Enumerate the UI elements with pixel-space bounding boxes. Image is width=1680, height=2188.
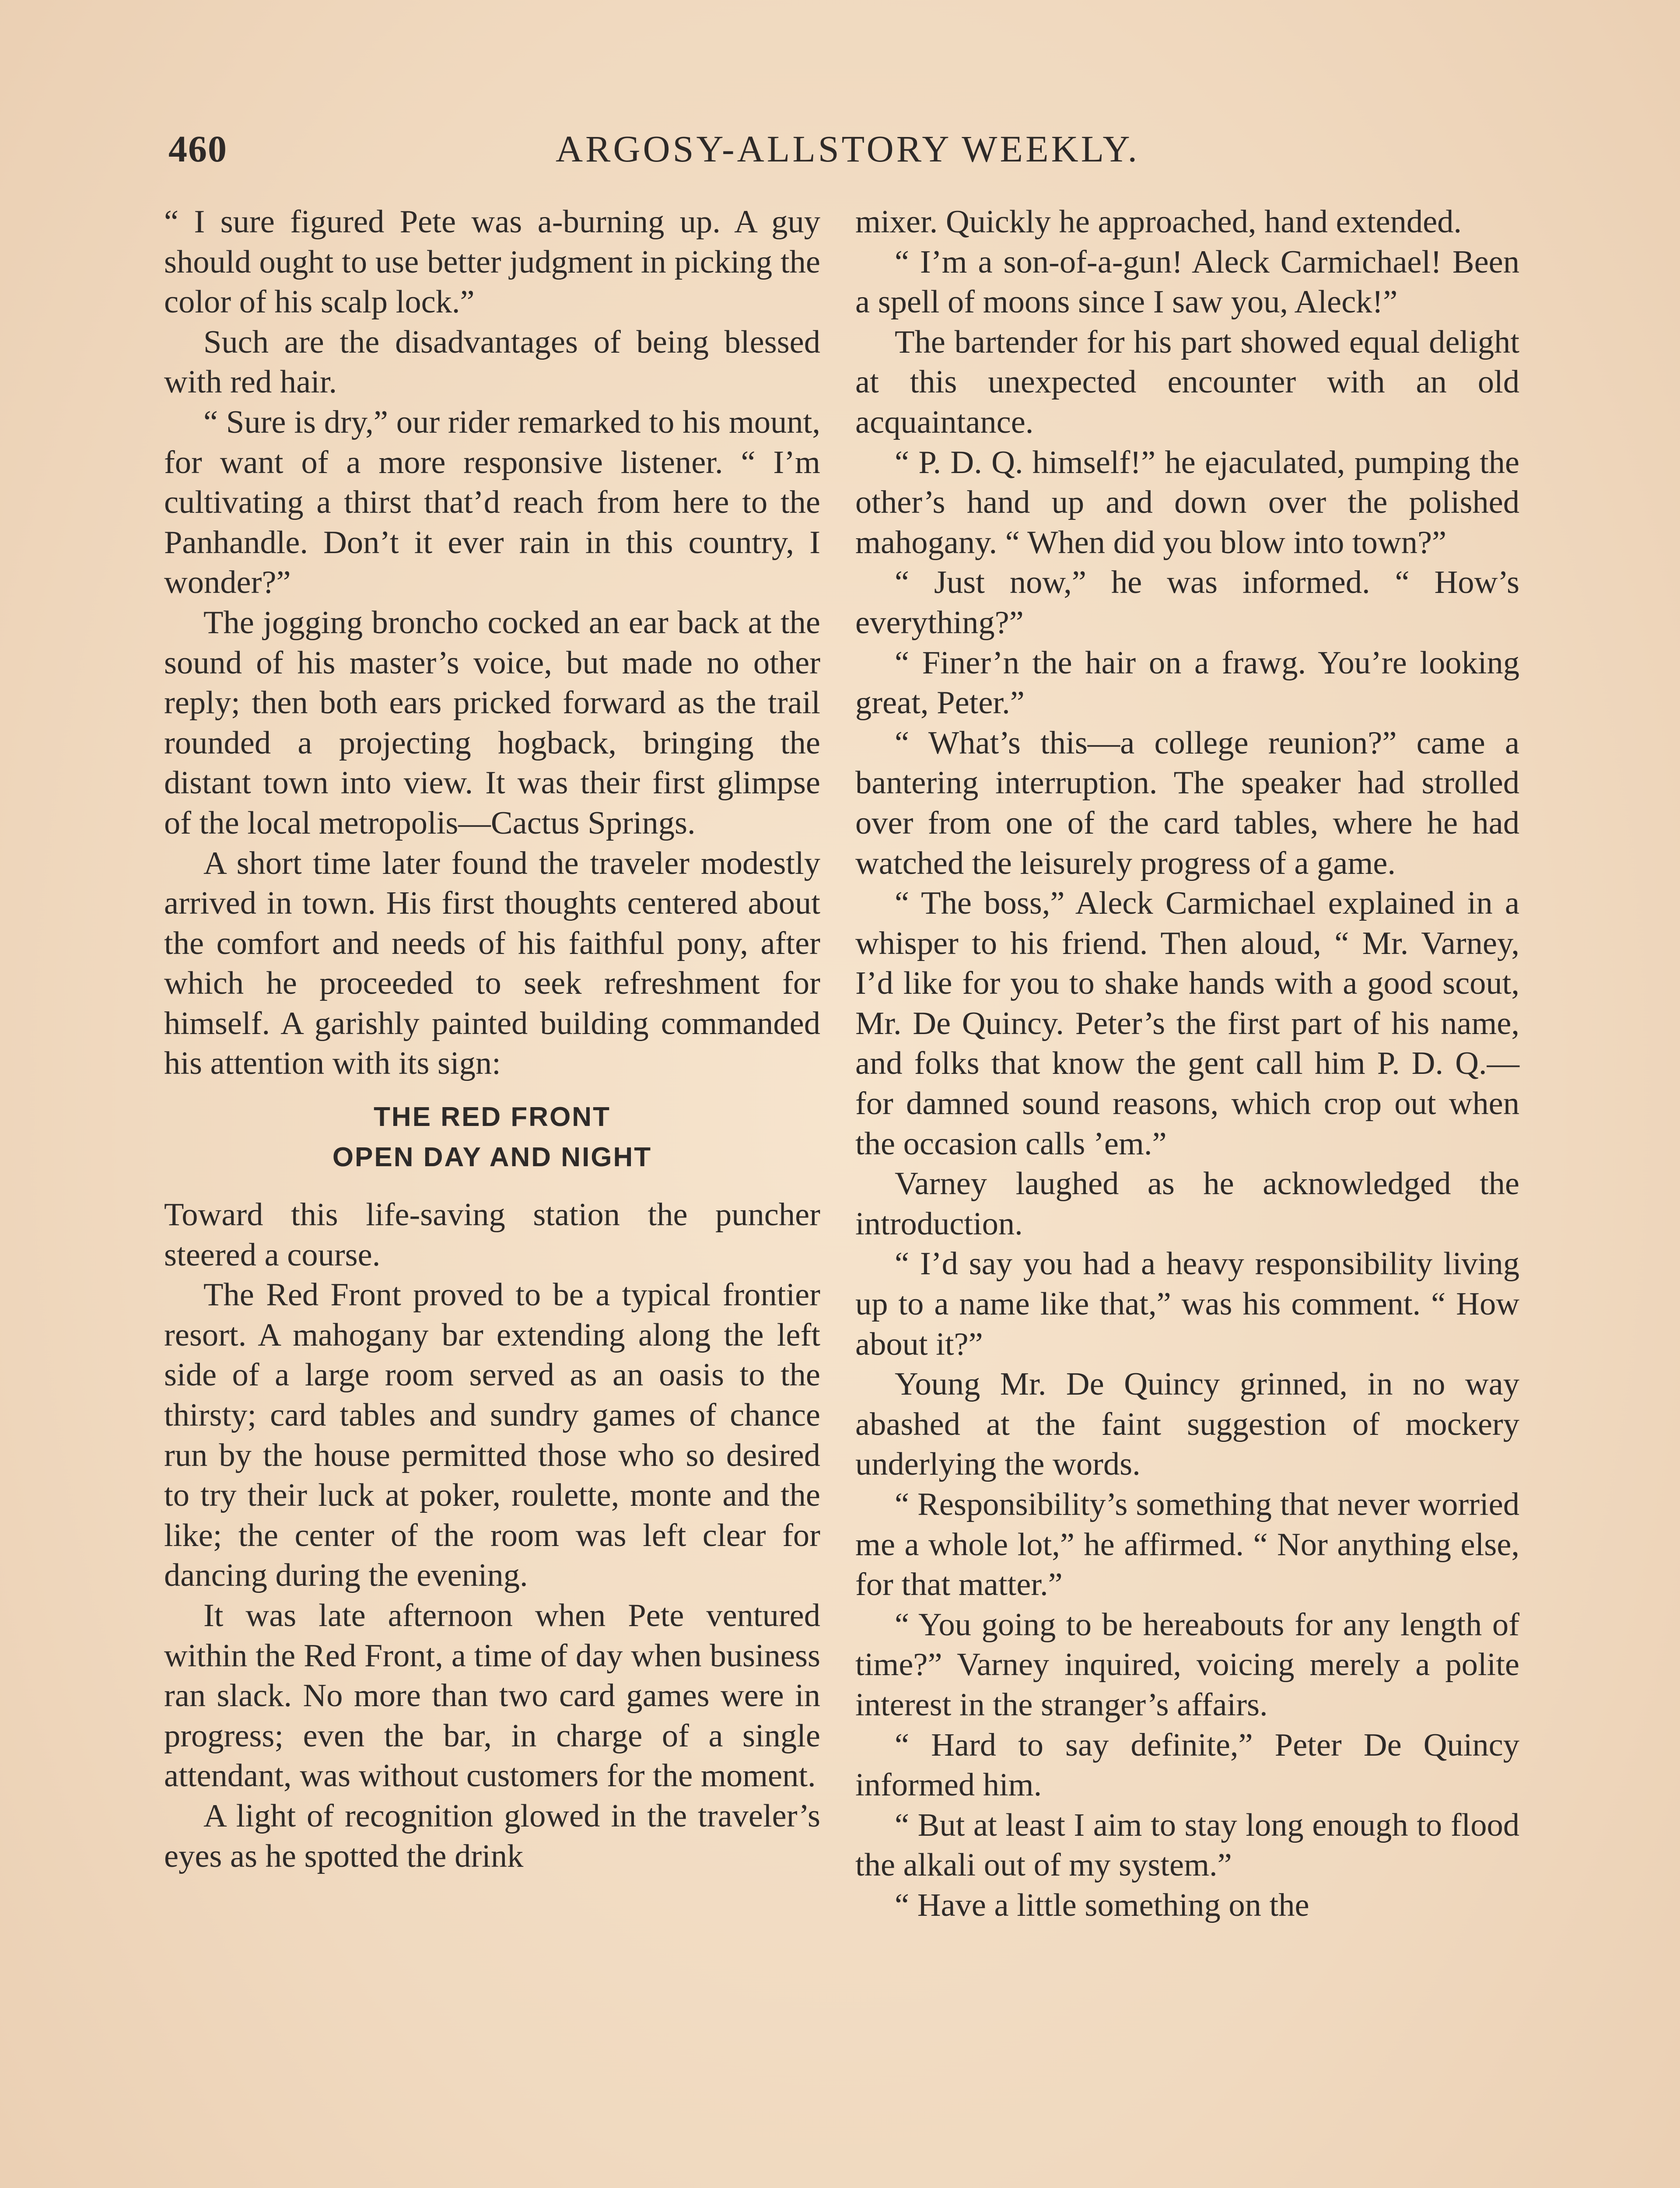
running-title: ARGOSY-ALLSTORY WEEKLY. xyxy=(555,128,1140,170)
paragraph: A short time later found the traveler modestly arrived in town. His first thoughts centered about the comfort and needs of his faithful pony, after which he proceeded to seek refreshment for himself. A garishly painted building commanded his attention with its sign: xyxy=(164,845,820,1082)
paragraph: “ You going to be hereabouts for any length of time?” Varney inquired, voicing merely a polite interest in the stranger’s affairs. xyxy=(855,1606,1519,1723)
paragraph: “ Have a little something on the xyxy=(895,1887,1309,1923)
paragraph: Varney laughed as he acknowledged the introduction. xyxy=(855,1166,1519,1242)
paragraph: “ I sure figured Pete was a-burning up. A guy should ought to use better judgment in picking the color of his scalp lock.” xyxy=(164,204,820,320)
paragraph: “ Hard to say definite,” Peter De Quincy informed him. xyxy=(855,1727,1519,1803)
paragraph: It was late afternoon when Pete ventured within the Red Front, a time of day when business ran slack. No more than two card games were in progress; even the bar, in charge of a single attendant, was without customers for the moment. xyxy=(164,1598,820,1794)
page-header xyxy=(168,127,1527,179)
paragraph: “ P. D. Q. himself!” he ejaculated, pumping the other’s hand up and down over the polished mahogany. “ When did you blow into town?” xyxy=(855,444,1519,561)
sign-line-1: THE RED FRONT xyxy=(374,1102,611,1133)
paragraph: The jogging broncho cocked an ear back at the sound of his master’s voice, but made no other reply; then both ears pricked forward as the trail rounded a projecting hogback, bringing the distant town into view. It was their first glimpse of the local metropolis—Cactus Springs. xyxy=(164,604,820,841)
paragraph: “ Finer’n the hair on a frawg. You’re looking great, Peter.” xyxy=(855,645,1519,721)
paragraph: “ I’m a son-of-a-gun! Aleck Carmichael! Been a spell of moons since I saw you, Aleck!” xyxy=(855,244,1519,320)
left-column xyxy=(164,202,820,1876)
right-column xyxy=(855,202,1519,1926)
paragraph: A light of recognition glowed in the traveler’s eyes as he spotted the drink xyxy=(164,1798,820,1874)
paragraph: Toward this life-saving station the puncher steered a course. xyxy=(164,1197,820,1273)
paragraph: Young Mr. De Quincy grinned, in no way abashed at the faint suggestion of mockery underlying the words. xyxy=(855,1366,1519,1483)
paragraph: “ Just now,” he was informed. “ How’s everything?” xyxy=(855,565,1519,641)
paragraph: The bartender for his part showed equal delight at this unexpected encounter with an old acquaintance. xyxy=(855,324,1519,440)
paragraph: “ Responsibility’s something that never worried me a whole lot,” he affirmed. “ Nor anything else, for that matter.” xyxy=(855,1487,1519,1603)
paragraph: mixer. Quickly he approached, hand extended. xyxy=(855,204,1462,240)
paragraph: “ Sure is dry,” our rider remarked to his mount, for want of a more responsive listener. “ I’m cultivating a thirst that’d reach from here to the Panhandle. Don’t it ever rain in this country, I wonder?” xyxy=(164,404,820,601)
paragraph: “ The boss,” Aleck Carmichael explained in a whisper to his friend. Then aloud, “ Mr. Varney, I’d like for you to shake hands with a good scout, Mr. De Quincy. Peter’s the first part of his name, and folks that know the gent call him P. D. Q.—for damned sound reasons, which crop out when the occasion calls ’em.” xyxy=(855,885,1519,1162)
paragraph: “ What’s this—a college reunion?” came a bantering interruption. The speaker had strolled over from one of the card tables, where he had watched the leisurely progress of a game. xyxy=(855,725,1519,881)
sign-text xyxy=(164,1097,820,1178)
paragraph: The Red Front proved to be a typical frontier resort. A mahogany bar extending along the left side of a large room served as an oasis to the thirsty; card tables and sundry games of chance run by the house permitted those who so desired to try their luck at poker, roulette, monte and the like; the center of the room was left clear for dancing during the evening. xyxy=(164,1277,820,1594)
paragraph: “ But at least I aim to stay long enough to flood the alkali out of my system.” xyxy=(855,1807,1519,1883)
sign-line-2: OPEN DAY AND NIGHT xyxy=(332,1142,652,1173)
page-number: 460 xyxy=(168,128,228,170)
paragraph: Such are the disadvantages of being blessed with red hair. xyxy=(164,324,820,400)
paragraph: “ I’d say you had a heavy responsibility living up to a name like that,” was his comment. “ How about it?” xyxy=(855,1246,1519,1362)
